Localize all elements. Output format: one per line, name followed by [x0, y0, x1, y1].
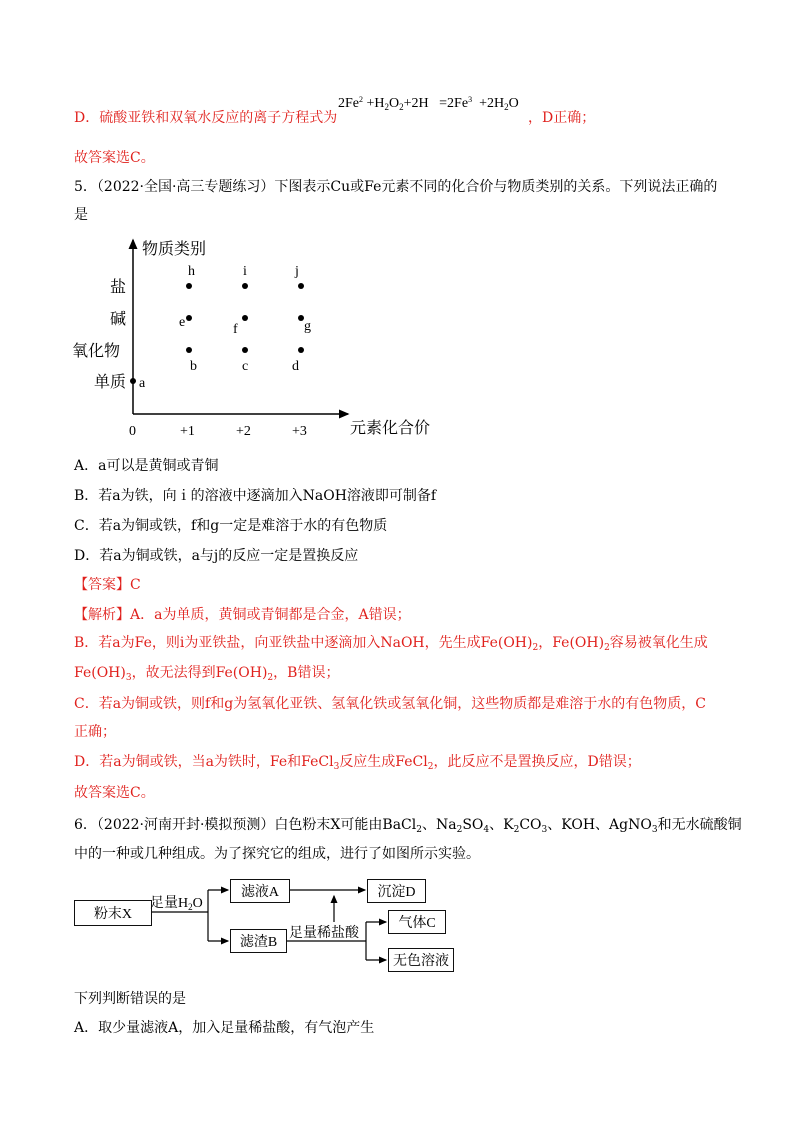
q5-analysis-d: D．若a为铜或铁，当a为铁时，Fe和FeCl$_3$反应生成FeCl$_2$，此反应不是置换反应，D错误；: [74, 754, 641, 772]
y-category-label: 单质: [94, 374, 127, 391]
colorless-solution-box: 无色溶液: [388, 948, 454, 972]
q5-option-d: D．若a为铜或铁，a与j的反应一定是置换反应: [74, 548, 359, 564]
point-label-i: i: [243, 264, 247, 279]
point-label-c: c: [242, 359, 249, 374]
point-f: [242, 315, 248, 321]
x-tick-label: +3: [292, 424, 307, 439]
point-label-g: g: [304, 319, 311, 334]
q6-question: 下列判断错误的是: [74, 991, 186, 1007]
precipitate-d-box: 沉淀D: [367, 879, 426, 903]
q6-stem-line2: 中的一种或几种组成。为了探究它的组成，进行了如图所示实验。: [74, 846, 480, 862]
point-label-d: d: [292, 359, 299, 374]
q5-answer: 【答案】C: [74, 577, 141, 593]
y-category-label: 碱: [110, 311, 127, 328]
prev-option-d: [74, 108, 337, 128]
point-label-j: j: [295, 264, 299, 279]
q5-stem-line2: 是: [74, 207, 88, 223]
point-label-e: e: [179, 315, 186, 330]
prev-option-d-end: ，D正确；: [528, 110, 596, 126]
y-category-label: 盐: [110, 279, 127, 296]
q5-analysis-a: 【解析】A．a为单质，黄铜或青铜都是合金，A错误；: [74, 607, 411, 623]
residue-b-box: 滤渣B: [230, 929, 287, 953]
q5-stem-line1: 5．（2022·全国·高三专题练习）下图表示Cu或Fe元素不同的化合价与物质类别的关系。下列说法正确的: [74, 179, 718, 195]
prev-conclusion: 故答案选C。: [74, 150, 155, 166]
point-label-a: a: [139, 376, 146, 391]
point-j: [298, 283, 304, 289]
y-axis-title: 物质类别: [142, 241, 207, 258]
filtrate-a-box: 滤液A: [230, 879, 290, 903]
point-h: [186, 283, 192, 289]
point-c: [242, 347, 248, 353]
point-i: [242, 283, 248, 289]
q5-option-a: A．a可以是黄铜或青铜: [74, 458, 219, 474]
q5-analysis-c2: 正确；: [74, 724, 116, 740]
x-axis-title: 元素化合价: [350, 420, 431, 437]
point-label-f: f: [233, 322, 238, 337]
q5-option-c: C．若a为铜或铁，f和g一定是难溶于水的有色物质: [74, 518, 388, 534]
gas-c-box: 气体C: [388, 910, 446, 934]
q5-option-b: B．若a为铁，向ｉ的溶液中逐滴加入NaOH溶液即可制备f: [74, 488, 437, 504]
x-tick-label: +2: [236, 424, 251, 439]
point-label-h: h: [188, 264, 195, 279]
point-b: [186, 347, 192, 353]
prev-option-d-text: D．硫酸亚铁和双氧水反应的离子方程式为: [74, 110, 338, 126]
q6-stem-line1: 6．（2022·河南开封·模拟预测）白色粉末X可能由BaCl$_2$、$Na_2SO_4$、$K_2CO_3$、KOH、AgNO$_3$和无水硫酸铜: [74, 817, 742, 835]
point-d: [298, 347, 304, 353]
valence-category-chart: [72, 232, 431, 442]
point-e: [186, 315, 192, 321]
point-label-b: b: [190, 359, 197, 374]
q5-analysis-b1: B．若a为Fe，则i为亚铁盐，向亚铁盐中逐滴加入NaOH，先生成$Fe(OH)_2$，$Fe(OH)_2$容易被氧化生成: [74, 635, 708, 653]
y-category-label: 氧化物: [72, 343, 121, 360]
point-a: [130, 378, 136, 384]
q5-analysis-b2: $Fe(OH)_3$，故无法得到$Fe(OH)_2$，B错误；: [74, 665, 340, 683]
powder-x-box: 粉末X: [74, 900, 152, 926]
q5-analysis-c1: C．若a为铜或铁，则f和g为氢氧化亚铁、氢氧化铁或氢氧化铜，这些物质都是难溶于水的有色物质，C: [74, 696, 706, 712]
acid-label: 足量稀盐酸: [289, 926, 359, 941]
x-tick-label: 0: [129, 424, 136, 439]
q5-conclusion: 故答案选C。: [74, 785, 155, 801]
q6-option-a: A．取少量滤液A，加入足量稀盐酸，有气泡产生: [74, 1020, 375, 1036]
ionic-equation: $2Fe^2 +H_2O_2+2H =2Fe^3 +2H_2O$: [338, 95, 519, 112]
water-label: 足量$H_2O$: [150, 896, 203, 912]
x-tick-label: +1: [180, 424, 195, 439]
